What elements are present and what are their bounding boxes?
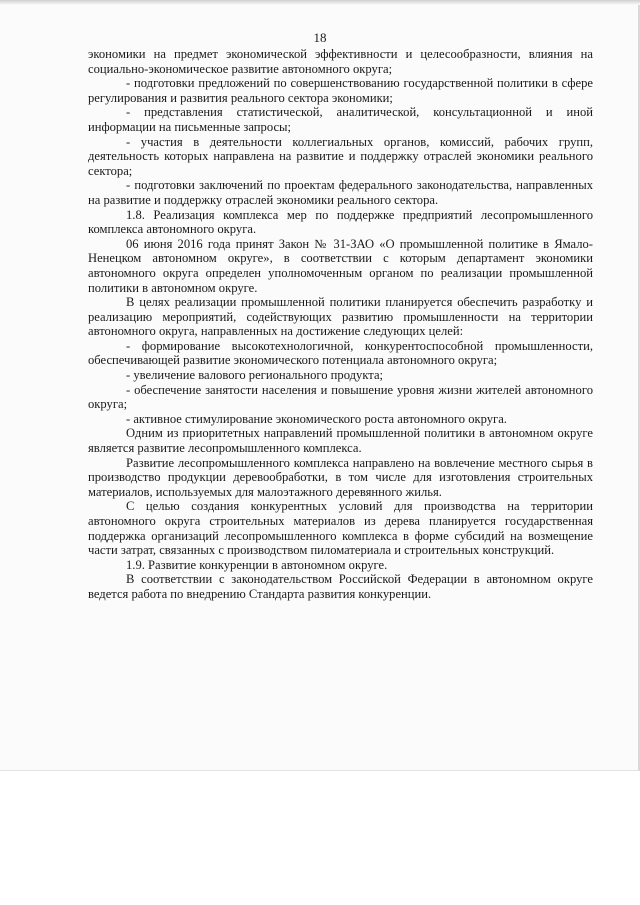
section-heading: 1.9. Развитие конкуренции в автономном округе.: [126, 557, 388, 572]
page-number: 18: [313, 30, 327, 45]
paragraph: экономики на предмет экономической эффективности и целесообразности, влияния на социально-экономическое развитие автономного округа;: [88, 47, 593, 76]
list-item: - активное стимулирование экономического роста автономного округа.: [126, 411, 507, 426]
list-item: - формирование высокотехнологичной, конкурентоспособной промышленности, обеспечивающей развитие экономического потенциала автономного округа;: [88, 338, 593, 368]
list-item: - увеличение валового регионального продукта;: [126, 368, 384, 383]
section-heading: 1.8. Реализация комплекса мер по поддержке предприятий лесопромышленного комплекса автономного округа.: [88, 207, 593, 237]
paragraph: - подготовки предложений по совершенствованию государственной политики в сфере регулирования и развития реального сектора экономики;: [88, 76, 593, 105]
paragraph: - представления статистической, аналитической, консультационной и иной информации на письменные запросы;: [88, 105, 593, 134]
paragraph: Одним из приоритетных направлений промышленной политики в автономном округе является развитие лесопромышленного комплекса.: [88, 426, 593, 456]
scan-edge-shadow: [0, 0, 640, 5]
paragraph: С целью создания конкурентных условий для производства на территории автономного округа строительных материалов из дерева планируется государственная поддержка организаций лесопромышленного комплекса в форме субсидий на возмещение части затрат, связанных с производством пиломатериала и строительных конструкций.: [88, 499, 593, 558]
document-body: [88, 47, 593, 602]
paragraph: - подготовки заключений по проектам федерального законодательства, направленных на развитие и поддержку отраслей экономики реального сектора.: [88, 178, 593, 207]
paragraph: - участия в деятельности коллегиальных органов, комиссий, рабочих групп, деятельность которых направлена на развитие и поддержку отраслей экономики реального сектора;: [88, 134, 593, 178]
paragraph: Развитие лесопромышленного комплекса направлено на вовлечение местного сырья в производство продукции деревообработки, в том числе для изготовления строительных материалов, используемых для малоэтажного деревянного жилья.: [88, 455, 593, 499]
paragraph: В соответствии с законодательством Российской Федерации в автономном округе ведется работа по внедрению Стандарта развития конкуренции.: [88, 572, 593, 601]
paragraph: 06 июня 2016 года принят Закон № 31-ЗАО «О промышленной политике в Ямало-Ненецком автономном округе», в соответствии с которым департамент экономики автономного округа определен уполномоченным органом по реализации промышленной политики в автономном округе.: [88, 236, 593, 295]
paragraph: В целях реализации промышленной политики планируется обеспечить разработку и реализацию мероприятий, содействующих развитию промышленности на территории автономного округа, направленных на достижение следующих целей:: [88, 295, 593, 339]
list-item: - обеспечение занятости населения и повышение уровня жизни жителей автономного округа;: [88, 382, 593, 412]
